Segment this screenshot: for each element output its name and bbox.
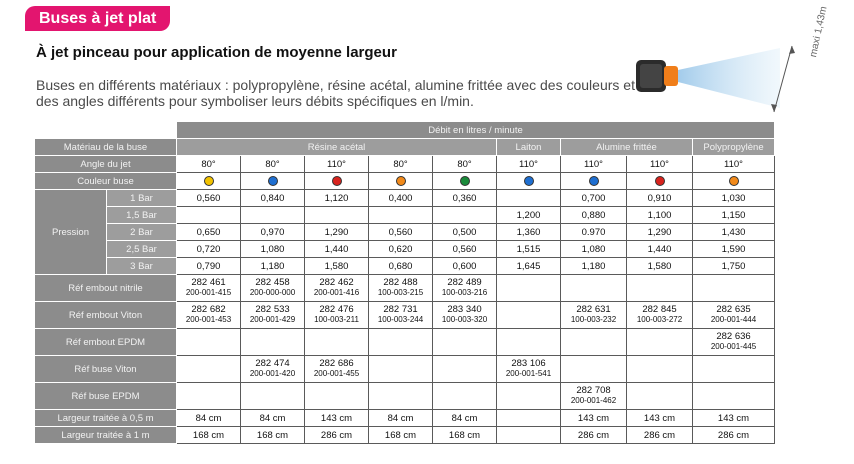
flow-cell: 0,560 xyxy=(433,241,497,258)
width-cell: 84 cm xyxy=(241,410,305,427)
width-cell: 286 cm xyxy=(561,427,627,444)
material-label: Matériau de la buse xyxy=(35,139,177,156)
ref-cell xyxy=(693,275,775,302)
ref-code: 282 461 xyxy=(191,277,226,288)
flow-cell xyxy=(305,207,369,224)
color-cell xyxy=(693,173,775,190)
table-row xyxy=(35,207,775,224)
flow-cell: 1,590 xyxy=(693,241,775,258)
angle-cell: 80° xyxy=(433,156,497,173)
width-cell: 84 cm xyxy=(177,410,241,427)
nozzle-color-dot xyxy=(729,176,739,186)
ref-cell xyxy=(627,275,693,302)
ref-cell xyxy=(433,356,497,383)
angle-cell: 110° xyxy=(561,156,627,173)
width-label: Largeur traitée à 1 m xyxy=(35,427,177,444)
ref-cell xyxy=(693,329,775,356)
flow-cell: 0,500 xyxy=(433,224,497,241)
ref-code: 282 708 xyxy=(576,385,611,396)
ref-code: 282 631 xyxy=(576,304,611,315)
flow-cell: 0,360 xyxy=(433,190,497,207)
ref-cell xyxy=(305,329,369,356)
flow-cell: 0,720 xyxy=(177,241,241,258)
ref-article: 200-001-541 xyxy=(505,369,552,378)
ref-article: 100-003-320 xyxy=(441,315,488,324)
width-cell: 143 cm xyxy=(627,410,693,427)
color-cell xyxy=(627,173,693,190)
ref-cell xyxy=(305,383,369,410)
nozzle-color-dot xyxy=(460,176,470,186)
ref-cell xyxy=(305,275,369,302)
material-header: Laiton xyxy=(497,139,561,156)
ref-article: 200-001-416 xyxy=(313,288,360,297)
ref-label: Réf buse EPDM xyxy=(35,383,177,410)
ref-cell xyxy=(241,275,305,302)
page-subtitle: À jet pinceau pour application de moyenne largeur xyxy=(36,44,397,61)
ref-cell xyxy=(497,275,561,302)
ref-code: 282 476 xyxy=(319,304,354,315)
ref-article: 200-001-455 xyxy=(313,369,360,378)
ref-code: 282 731 xyxy=(383,304,418,315)
flow-cell xyxy=(241,207,305,224)
width-cell xyxy=(497,410,561,427)
ref-cell xyxy=(305,356,369,383)
width-cell: 168 cm xyxy=(369,427,433,444)
ref-cell xyxy=(627,329,693,356)
ref-cell xyxy=(561,356,627,383)
table-row xyxy=(35,173,775,190)
ref-code: 282 845 xyxy=(642,304,677,315)
material-header: Résine acétal xyxy=(177,139,497,156)
angle-cell: 110° xyxy=(305,156,369,173)
ref-cell xyxy=(497,329,561,356)
ref-label: Réf embout Viton xyxy=(35,302,177,329)
pressure-value: 3 Bar xyxy=(107,258,177,275)
flow-cell: 1,515 xyxy=(497,241,561,258)
flow-cell: 0,560 xyxy=(369,224,433,241)
angle-cell: 110° xyxy=(693,156,775,173)
nozzle-spray-illustration xyxy=(630,40,810,120)
nozzle-color-dot xyxy=(589,176,599,186)
flow-cell xyxy=(369,207,433,224)
width-cell: 168 cm xyxy=(433,427,497,444)
table-row xyxy=(35,302,775,329)
table-row xyxy=(35,139,775,156)
ref-cell xyxy=(627,383,693,410)
flow-cell: 1,360 xyxy=(497,224,561,241)
width-cell: 286 cm xyxy=(627,427,693,444)
pressure-label: Pression xyxy=(35,190,107,275)
ref-article: 200-000-000 xyxy=(249,288,296,297)
color-cell xyxy=(177,173,241,190)
ref-cell xyxy=(627,302,693,329)
ref-cell xyxy=(305,302,369,329)
ref-cell xyxy=(497,383,561,410)
ref-code: 283 340 xyxy=(447,304,482,315)
ref-cell xyxy=(369,356,433,383)
flow-cell: 1,030 xyxy=(693,190,775,207)
color-cell xyxy=(369,173,433,190)
ref-label: Réf embout EPDM xyxy=(35,329,177,356)
flow-cell: 1,120 xyxy=(305,190,369,207)
ref-cell xyxy=(177,383,241,410)
ref-cell xyxy=(561,383,627,410)
ref-code: 282 635 xyxy=(716,304,751,315)
material-header: Alumine frittée xyxy=(561,139,693,156)
material-header: Polypropylène xyxy=(693,139,775,156)
flow-cell: 0,840 xyxy=(241,190,305,207)
width-cell: 143 cm xyxy=(561,410,627,427)
angle-cell: 80° xyxy=(241,156,305,173)
ref-article: 200-001-415 xyxy=(185,288,232,297)
ref-label: Réf embout nitrile xyxy=(35,275,177,302)
color-cell xyxy=(561,173,627,190)
flow-cell: 0,970 xyxy=(241,224,305,241)
table-row xyxy=(35,383,775,410)
ref-article: 100-003-211 xyxy=(314,315,359,324)
nozzle-spec-table xyxy=(34,121,775,444)
flow-cell xyxy=(497,190,561,207)
flow-cell: 0,680 xyxy=(369,258,433,275)
nozzle-color-dot xyxy=(204,176,214,186)
ref-article: 100-003-215 xyxy=(377,288,424,297)
ref-code: 282 474 xyxy=(255,358,290,369)
ref-article: 100-003-244 xyxy=(377,315,424,324)
table-row xyxy=(35,410,775,427)
flow-cell: 1,440 xyxy=(627,241,693,258)
ref-code: 283 106 xyxy=(511,358,546,369)
flow-cell: 0,620 xyxy=(369,241,433,258)
width-cell: 143 cm xyxy=(305,410,369,427)
ref-cell xyxy=(177,356,241,383)
pressure-value: 1 Bar xyxy=(107,190,177,207)
ref-cell xyxy=(241,302,305,329)
table-row xyxy=(35,241,775,258)
ref-cell xyxy=(497,356,561,383)
ref-code: 282 489 xyxy=(447,277,482,288)
flow-cell: 1,290 xyxy=(627,224,693,241)
ref-cell xyxy=(369,329,433,356)
nozzle-color-dot xyxy=(655,176,665,186)
table-row xyxy=(35,190,775,207)
ref-article: 200-001-453 xyxy=(185,315,232,324)
flow-cell: 1,430 xyxy=(693,224,775,241)
nozzle-color-dot xyxy=(268,176,278,186)
flow-cell: 0,880 xyxy=(561,207,627,224)
color-cell xyxy=(433,173,497,190)
table-row xyxy=(35,427,775,444)
flow-cell: 0,600 xyxy=(433,258,497,275)
ref-article: 100-003-272 xyxy=(636,315,683,324)
color-label: Couleur buse xyxy=(35,173,177,190)
flow-cell: 1,580 xyxy=(305,258,369,275)
ref-code: 282 533 xyxy=(255,304,290,315)
nozzle-color-dot xyxy=(524,176,534,186)
flow-cell: 1,440 xyxy=(305,241,369,258)
ref-label: Réf buse Viton xyxy=(35,356,177,383)
angle-cell: 80° xyxy=(177,156,241,173)
ref-cell xyxy=(433,329,497,356)
ref-cell xyxy=(561,329,627,356)
ref-cell xyxy=(693,302,775,329)
table-corner xyxy=(35,122,177,139)
ref-cell xyxy=(433,302,497,329)
ref-cell xyxy=(561,302,627,329)
flow-cell: 1,100 xyxy=(627,207,693,224)
flow-cell: 1,180 xyxy=(241,258,305,275)
ref-article: 200-001-462 xyxy=(570,396,617,405)
flow-cell: 0,700 xyxy=(561,190,627,207)
pressure-value: 1,5 Bar xyxy=(107,207,177,224)
color-cell xyxy=(305,173,369,190)
width-cell xyxy=(497,427,561,444)
ref-article: 200-001-420 xyxy=(249,369,296,378)
color-cell xyxy=(241,173,305,190)
max-width-label: maxi 1,43m xyxy=(808,5,830,59)
ref-code: 282 458 xyxy=(255,277,290,288)
ref-article: 200-001-444 xyxy=(710,315,757,324)
table-row xyxy=(35,156,775,173)
flow-cell: 1,645 xyxy=(497,258,561,275)
ref-cell xyxy=(241,383,305,410)
table-row xyxy=(35,275,775,302)
pressure-value: 2 Bar xyxy=(107,224,177,241)
width-cell: 168 cm xyxy=(177,427,241,444)
ref-cell xyxy=(433,383,497,410)
ref-cell xyxy=(241,356,305,383)
flow-cell: 0,650 xyxy=(177,224,241,241)
table-row xyxy=(35,356,775,383)
ref-cell xyxy=(497,302,561,329)
ref-cell xyxy=(369,302,433,329)
flow-cell: 1,080 xyxy=(561,241,627,258)
angle-cell: 110° xyxy=(627,156,693,173)
ref-article: 100-003-216 xyxy=(441,288,488,297)
width-cell: 168 cm xyxy=(241,427,305,444)
table-row xyxy=(35,122,775,139)
ref-article: 200-001-445 xyxy=(710,342,757,351)
ref-cell xyxy=(177,329,241,356)
ref-article: 200-001-429 xyxy=(249,315,296,324)
ref-cell xyxy=(627,356,693,383)
width-cell: 143 cm xyxy=(693,410,775,427)
flow-cell: 0,790 xyxy=(177,258,241,275)
ref-cell xyxy=(433,275,497,302)
flow-header: Débit en litres / minute xyxy=(177,122,775,139)
ref-code: 282 636 xyxy=(716,331,751,342)
ref-cell xyxy=(177,302,241,329)
ref-cell xyxy=(177,275,241,302)
ref-code: 282 686 xyxy=(319,358,354,369)
nozzle-color-dot xyxy=(396,176,406,186)
flow-cell: 0.970 xyxy=(561,224,627,241)
flow-cell: 0,910 xyxy=(627,190,693,207)
width-label: Largeur traitée à 0,5 m xyxy=(35,410,177,427)
product-description: Buses en différents matériaux : polypropylène, résine acétal, alumine frittée avec des couleurs et des angles différents pour symboliser leurs débits spécifiques en l/min. xyxy=(36,77,635,109)
angle-label: Angle du jet xyxy=(35,156,177,173)
ref-cell xyxy=(693,356,775,383)
ref-code: 282 682 xyxy=(191,304,226,315)
angle-cell: 80° xyxy=(369,156,433,173)
color-cell xyxy=(497,173,561,190)
flow-cell: 1,200 xyxy=(497,207,561,224)
nozzle-color-dot xyxy=(332,176,342,186)
ref-cell xyxy=(369,275,433,302)
flow-cell: 1,080 xyxy=(241,241,305,258)
width-cell: 84 cm xyxy=(433,410,497,427)
pressure-value: 2,5 Bar xyxy=(107,241,177,258)
width-cell: 286 cm xyxy=(693,427,775,444)
angle-cell: 110° xyxy=(497,156,561,173)
width-cell: 84 cm xyxy=(369,410,433,427)
ref-cell xyxy=(369,383,433,410)
flow-cell xyxy=(433,207,497,224)
ref-cell xyxy=(561,275,627,302)
ref-code: 282 488 xyxy=(383,277,418,288)
flow-cell: 1,750 xyxy=(693,258,775,275)
flow-cell: 1,150 xyxy=(693,207,775,224)
table-row xyxy=(35,224,775,241)
flow-cell xyxy=(177,207,241,224)
flow-cell: 0,400 xyxy=(369,190,433,207)
flow-cell: 1,180 xyxy=(561,258,627,275)
ref-article: 100-003-232 xyxy=(570,315,617,324)
table-row xyxy=(35,258,775,275)
table-row xyxy=(35,329,775,356)
flow-cell: 1,290 xyxy=(305,224,369,241)
ref-cell xyxy=(241,329,305,356)
ref-cell xyxy=(693,383,775,410)
flow-cell: 0,560 xyxy=(177,190,241,207)
section-badge: Buses à jet plat xyxy=(25,6,170,31)
width-cell: 286 cm xyxy=(305,427,369,444)
flow-cell: 1,580 xyxy=(627,258,693,275)
ref-code: 282 462 xyxy=(319,277,354,288)
